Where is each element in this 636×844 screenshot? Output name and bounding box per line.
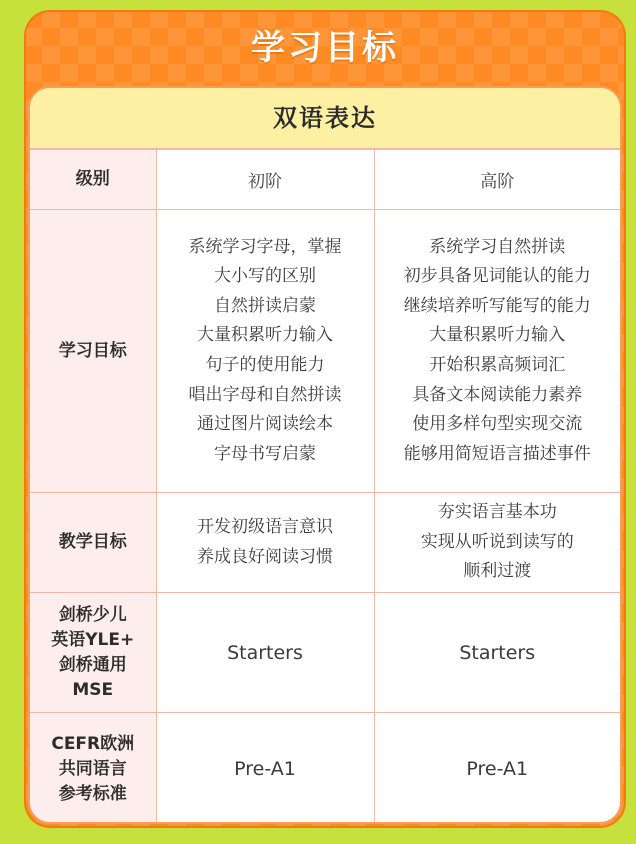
table-row-cambridge: [30, 593, 620, 713]
cambridge-advanced: Starters: [374, 593, 620, 713]
header-level-label: 级别: [30, 150, 156, 210]
table-row-cefr: [30, 713, 620, 825]
card-title: 学习目标: [251, 28, 399, 68]
header-advanced: 高阶: [374, 150, 620, 210]
table-header-row: [30, 150, 620, 210]
header-beginner: 初阶: [156, 150, 374, 210]
table-row-teaching-goals: [30, 493, 620, 593]
row-label-teaching-goals: 教学目标: [30, 493, 156, 593]
learning-goals-beginner: 系统学习字母，掌握 大小写的区别 自然拼读启蒙 大量积累听力输入 句子的使用能力 唱出字母和自然拼读 通过图片阅读绘本 字母书写启蒙: [156, 210, 374, 493]
cefr-advanced: Pre-A1: [374, 713, 620, 825]
table-row-learning-goals: [30, 210, 620, 493]
goals-table: [30, 149, 620, 824]
cambridge-beginner: Starters: [156, 593, 374, 713]
learning-goals-advanced: 系统学习自然拼读 初步具备见词能认的能力 继续培养听写能写的能力 大量积累听力输入 开始积累高频词汇 具备文本阅读能力素养 使用多样句型实现交流 能够用简短语言描述事件: [374, 210, 620, 493]
section-subtitle: 双语表达: [30, 88, 620, 149]
row-label-cefr: CEFR欧洲 共同语言 参考标准: [30, 713, 156, 825]
row-label-learning-goals: 学习目标: [30, 210, 156, 493]
teaching-goals-advanced: 夯实语言基本功 实现从听说到读写的 顺利过渡: [374, 493, 620, 593]
teaching-goals-beginner: 开发初级语言意识 养成良好阅读习惯: [156, 493, 374, 593]
row-label-cambridge: 剑桥少儿 英语YLE+ 剑桥通用 MSE: [30, 593, 156, 713]
learning-goals-card: [24, 10, 626, 828]
cefr-beginner: Pre-A1: [156, 713, 374, 825]
table-panel: [28, 86, 622, 824]
